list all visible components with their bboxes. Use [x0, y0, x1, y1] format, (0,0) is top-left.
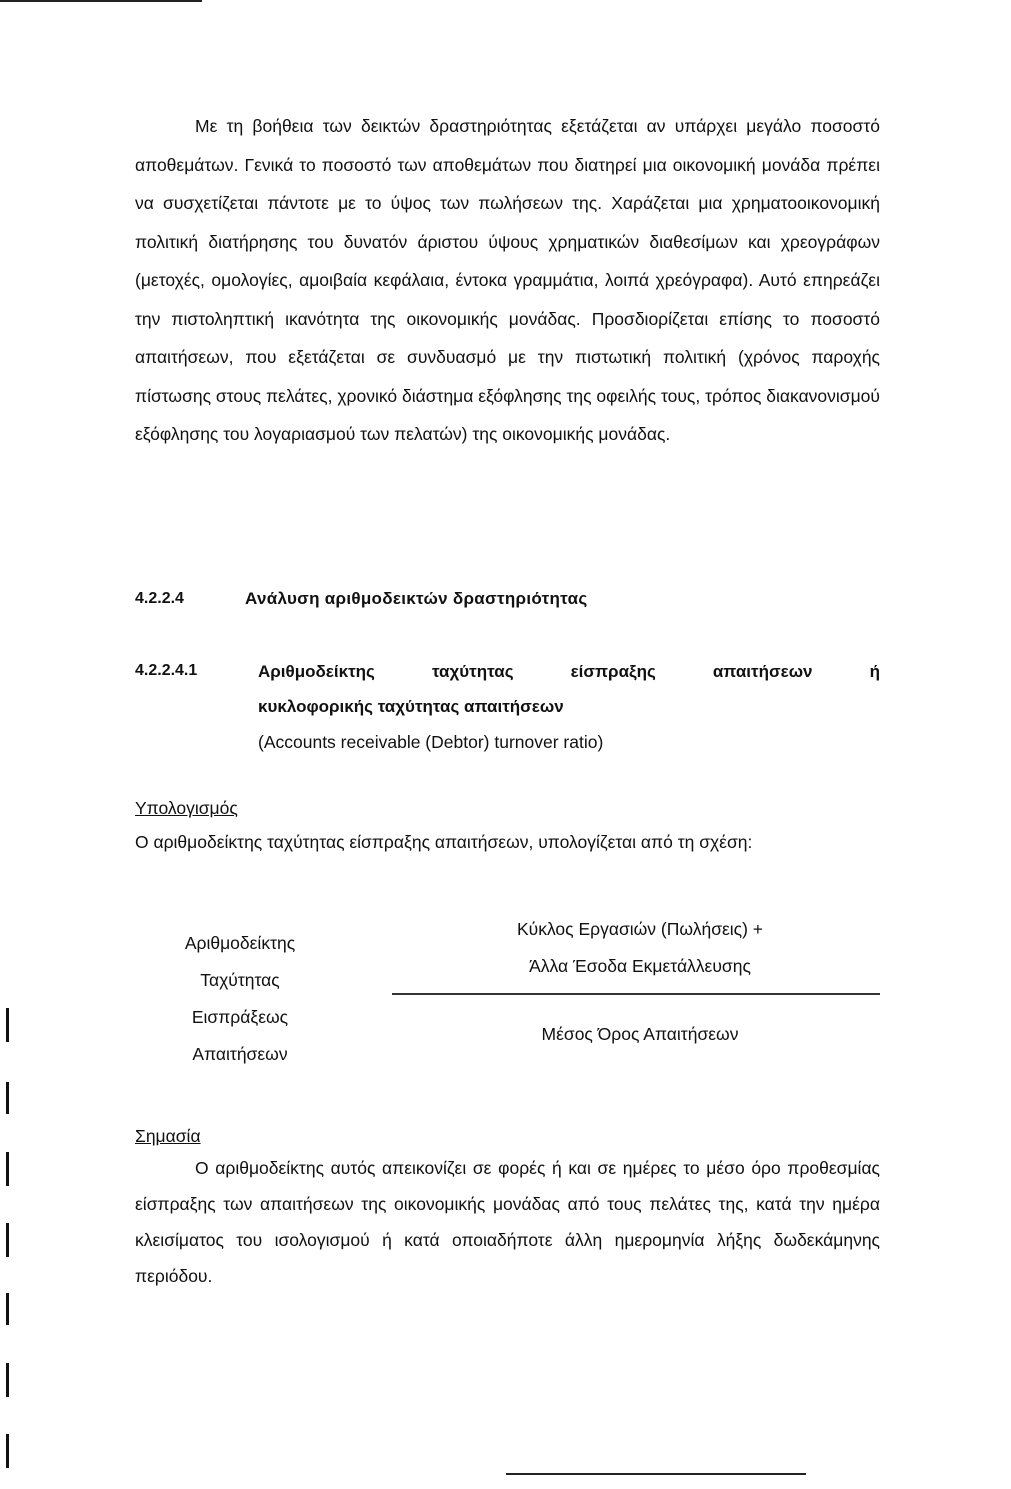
bottom-rule: [506, 1473, 806, 1475]
formula-left-line: Ταχύτητας: [200, 970, 280, 990]
subsection-title-english: (Accounts receivable (Debtor) turnover ratio): [258, 732, 604, 752]
subsection-word: Αριθμοδείκτης: [258, 662, 375, 681]
section-title: Ανάλυση αριθμοδεικτών δραστηριότητας: [245, 589, 588, 608]
subsection-title: [258, 654, 880, 724]
subsection-word: ταχύτητας: [431, 662, 514, 681]
formula-numerator-line2: Άλλα Έσοδα Εκμετάλλευσης: [529, 956, 751, 976]
scan-edge-mark: [6, 1363, 9, 1397]
fraction-bar: [392, 993, 880, 995]
formula-ratio-name: [150, 925, 330, 1073]
intro-paragraph: [135, 107, 880, 454]
section-number: 4.2.2.4: [135, 590, 184, 607]
subsection-number: 4.2.2.4.1: [135, 662, 198, 679]
subsection-word: απαιτήσεων: [712, 662, 813, 681]
meaning-paragraph: [135, 1150, 880, 1294]
subsection-word: είσπραξης: [570, 662, 656, 681]
subsection-word: ή: [869, 662, 880, 681]
scan-edge-mark: [6, 1152, 9, 1186]
formula-denominator: Μέσος Όρος Απαιτήσεων: [541, 1024, 739, 1044]
calculation-heading: Υπολογισμός: [135, 798, 238, 818]
calculation-text: Ο αριθμοδείκτης ταχύτητας είσπραξης απαιτήσεων, υπολογίζεται από τη σχέση:: [135, 832, 753, 852]
scan-edge-mark: [6, 1293, 9, 1325]
formula-left-line: Απαιτήσεων: [192, 1044, 288, 1064]
meaning-paragraph-text: Ο αριθμοδείκτης αυτός απεικονίζει σε φορές ή και σε ημέρες το μέσο όρο προθεσμίας είσπραξης των απαιτήσεων της οικονομικής μονάδας από τους πελάτες της, κατά την ημέρα κλεισίματος του ισολογισμού ή κατά οποιαδήποτε άλλη ημερομηνία λήξης δωδεκάμηνης περιόδου.: [135, 1158, 880, 1286]
scan-edge-mark: [6, 1434, 9, 1468]
scan-edge-mark: [6, 1008, 9, 1042]
formula-left-line: Εισπράξεως: [191, 1007, 289, 1027]
subsection-title-line1: [258, 654, 880, 689]
formula-left-line: Αριθμοδείκτης: [184, 933, 296, 953]
subsection-title-line2: κυκλοφορικής ταχύτητας απαιτήσεων: [258, 697, 564, 716]
scan-edge-mark: [6, 1223, 9, 1257]
scan-edge-mark: [6, 1082, 9, 1114]
meaning-heading: Σημασία: [135, 1126, 201, 1146]
top-rule: [0, 0, 202, 2]
formula-numerator-line1: Κύκλος Εργασιών (Πωλήσεις) +: [516, 919, 764, 939]
intro-paragraph-text: Με τη βοήθεια των δεικτών δραστηριότητας εξετάζεται αν υπάρχει μεγάλο ποσοστό αποθεμάτων. Γενικά το ποσοστό των αποθεμάτων που διατηρεί μια οικονομική μονάδα πρέπει να συσχετίζεται πάντοτε με το ύψος των πωλήσεων της. Χαράζεται μια χρηματοοικονομική πολιτική διατήρησης του δυνατόν άριστου ύψους χρηματικών διαθεσίμων και χρεογράφων (μετοχές, ομολογίες, αμοιβαία κεφάλαια, έντοκα γραμμάτια, λοιπά χρεόγραφα). Αυτό επηρεάζει την πιστοληπτική ικανότητα της οικονομικής μονάδας. Προσδιορίζεται επίσης το ποσοστό απαιτήσεων, που εξετάζεται σε συνδυασμό με την πιστωτική πολιτική (χρόνος παροχής πίστωσης στους πελάτες, χρονικό διάστημα εξόφλησης της οφειλής τους, τρόπος διακανονισμού εξόφλησης του λογαριασμού των πελατών) της οικονομικής μονάδας.: [135, 116, 880, 444]
